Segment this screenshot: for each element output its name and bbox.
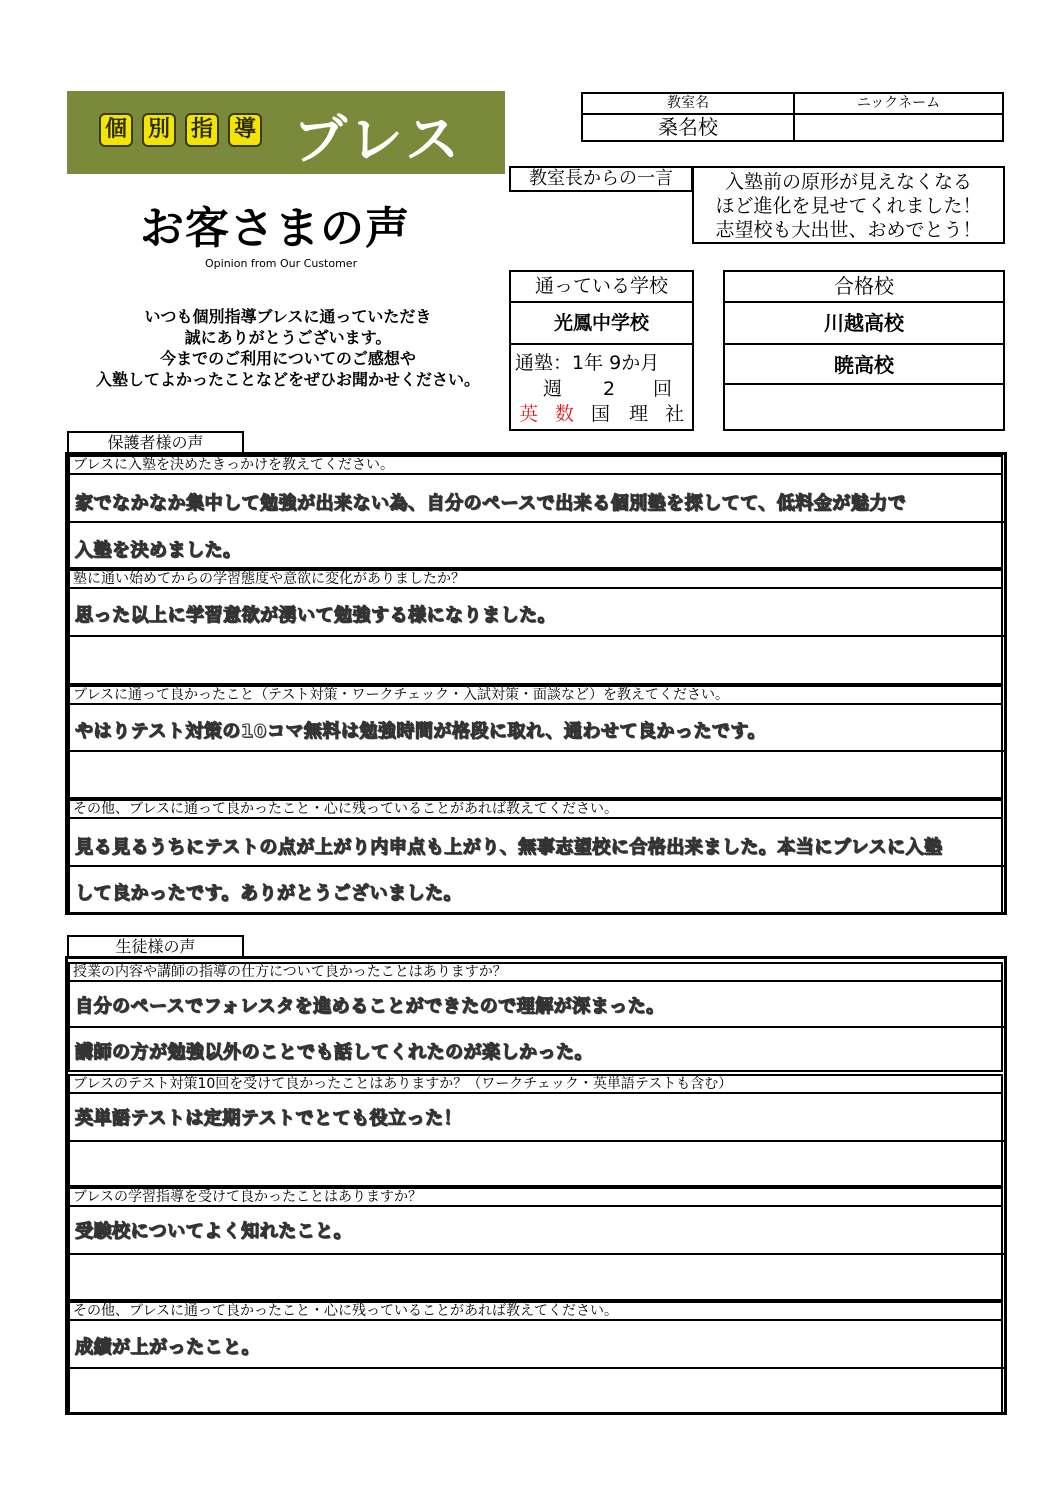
week-count: 2 (603, 378, 616, 400)
tenure-value: 1年 9か月 (572, 352, 660, 374)
answer-divider (70, 865, 1005, 867)
brand-logo (67, 91, 505, 174)
guardian-question: ブレスに通って良かったこと（テスト対策・ワークチェック・入試対策・面談など）を教えてください。 (68, 685, 1003, 705)
director-comment-line: 志望校も大出世、おめでとう！ (715, 219, 982, 241)
answer-line: やはりテスト対策の10コマ無料は勉強時間が格段に取れ、通わせて良かったです。 (75, 721, 766, 742)
subject: 国 (591, 403, 611, 425)
answer-divider (70, 1140, 1005, 1142)
subject-active: 英 (519, 403, 539, 425)
school-label: 通っている学校 (511, 272, 692, 303)
subject-active: 数 (555, 403, 575, 425)
tenure-label: 通塾： (515, 352, 573, 374)
page-title: お客さまの声 (140, 203, 410, 254)
student-question: ブレスの学習指導を受けて良かったことはありますか？ (68, 1187, 1003, 1207)
logo-kanji: 別 (142, 113, 176, 147)
logo-kanji: 導 (228, 113, 262, 147)
guardian-question: その他、ブレスに通って良かったこと・心に残っていることがあれば教えてください。 (68, 799, 1003, 819)
director-comment (692, 166, 1005, 244)
answer-line: 家でなかなか集中して勉強が出来ない為、自分のペースで出来る個別塾を探してて、低料金が魅力で (75, 493, 907, 514)
passed-schools-box (723, 270, 1005, 431)
classroom-value: 桑名校 (583, 115, 795, 140)
subject: 理 (629, 403, 649, 425)
answer-line: 見る見るうちにテストの点が上がり内申点も上がり、無事志望校に合格出来ました。本当にブレスに入塾 (75, 837, 943, 858)
answer-line: 入塾を決めました。 (75, 540, 242, 561)
answer-divider (70, 635, 1005, 637)
answer-line: 講師の方が勉強以外のことでも話してくれたのが楽しかった。 (75, 1042, 593, 1063)
student-section-label: 生徒様の声 (67, 935, 244, 957)
answer-divider (70, 1026, 1005, 1028)
answer-line: 思った以上に学習意欲が湧いて勉強する様になりました。 (75, 605, 556, 626)
week-row (511, 377, 692, 401)
answer-divider (70, 750, 1005, 752)
student-question: その他、ブレスに通って良かったこと・心に残っていることがあれば教えてください。 (68, 1301, 1003, 1321)
answer-line: 成績が上がったこと。 (75, 1337, 260, 1358)
guardian-answer (68, 819, 1003, 912)
logo-kanji: 個 (99, 113, 133, 147)
answer-divider (70, 521, 1005, 523)
school-name: 光鳳中学校 (511, 303, 692, 345)
week-unit: 回 (653, 378, 673, 400)
student-answer (68, 1207, 1003, 1301)
answer-line: して良かったです。ありがとうございました。 (75, 883, 463, 904)
answer-line: 英単語テストは定期テストでとても役立った！ (75, 1108, 463, 1129)
classroom-label: 教室名 (583, 94, 795, 115)
intro-line: 入塾してよかったことなどをぜひお聞かせください。 (95, 370, 480, 389)
guardian-question: ブレスに入塾を決めたきっかけを教えてください。 (68, 455, 1003, 475)
intro-line: 誠にありがとうございます。 (184, 328, 392, 347)
logo-kanji: 指 (185, 113, 219, 147)
director-comment-label: 教室長からの一言 (509, 166, 693, 192)
week-label: 週 (543, 378, 563, 400)
intro-line: 今までのご利用についてのご感想や (160, 349, 416, 368)
director-comment-line: 入塾前の原形が見えなくなる (724, 171, 972, 193)
student-question: ブレスのテスト対策10回を受けて良かったことはありますか？（ワークチェック・英単語テストも含む） (68, 1074, 1003, 1094)
student-answer (68, 1094, 1003, 1187)
tenure-row (511, 350, 692, 376)
guardian-question: 塾に通い始めてからの学習態度や意欲に変化がありましたか？ (68, 569, 1003, 589)
guardian-answer (68, 475, 1003, 569)
guardian-answer (68, 589, 1003, 685)
guardian-section (65, 452, 1007, 915)
classroom-table (581, 92, 1004, 142)
subjects-row (511, 402, 692, 426)
student-section (65, 956, 1007, 1415)
page-subtitle: Opinion from Our Customer (205, 257, 358, 270)
guardian-answer (68, 705, 1003, 799)
director-comment-line: ほど進化を見せてくれました！ (715, 195, 982, 217)
intro-line: いつも個別指導ブレスに通っていただき (144, 307, 432, 326)
student-answer (68, 982, 1003, 1072)
answer-line: 自分のペースでフォレスタを進めることができたので理解が深まった。 (75, 996, 665, 1017)
passed-school: 川越高校 (725, 303, 1003, 345)
guardian-section-label: 保護者様の声 (67, 431, 244, 453)
logo-brand-name: ブレス (293, 108, 464, 171)
passed-label: 合格校 (725, 272, 1003, 303)
answer-divider (70, 1367, 1005, 1369)
student-question: 授業の内容や講師の指導の仕方について良かったことはありますか？ (68, 962, 1003, 982)
answer-divider (70, 1253, 1005, 1255)
intro-text (66, 306, 510, 390)
subject: 社 (665, 403, 685, 425)
passed-school (725, 385, 1003, 429)
student-answer (68, 1321, 1003, 1412)
passed-school: 暁高校 (725, 345, 1003, 385)
nickname-value (795, 115, 1002, 140)
answer-line: 受験校についてよく知れたこと。 (75, 1221, 353, 1242)
school-info-box (509, 270, 694, 431)
nickname-label: ニックネーム (795, 94, 1002, 115)
